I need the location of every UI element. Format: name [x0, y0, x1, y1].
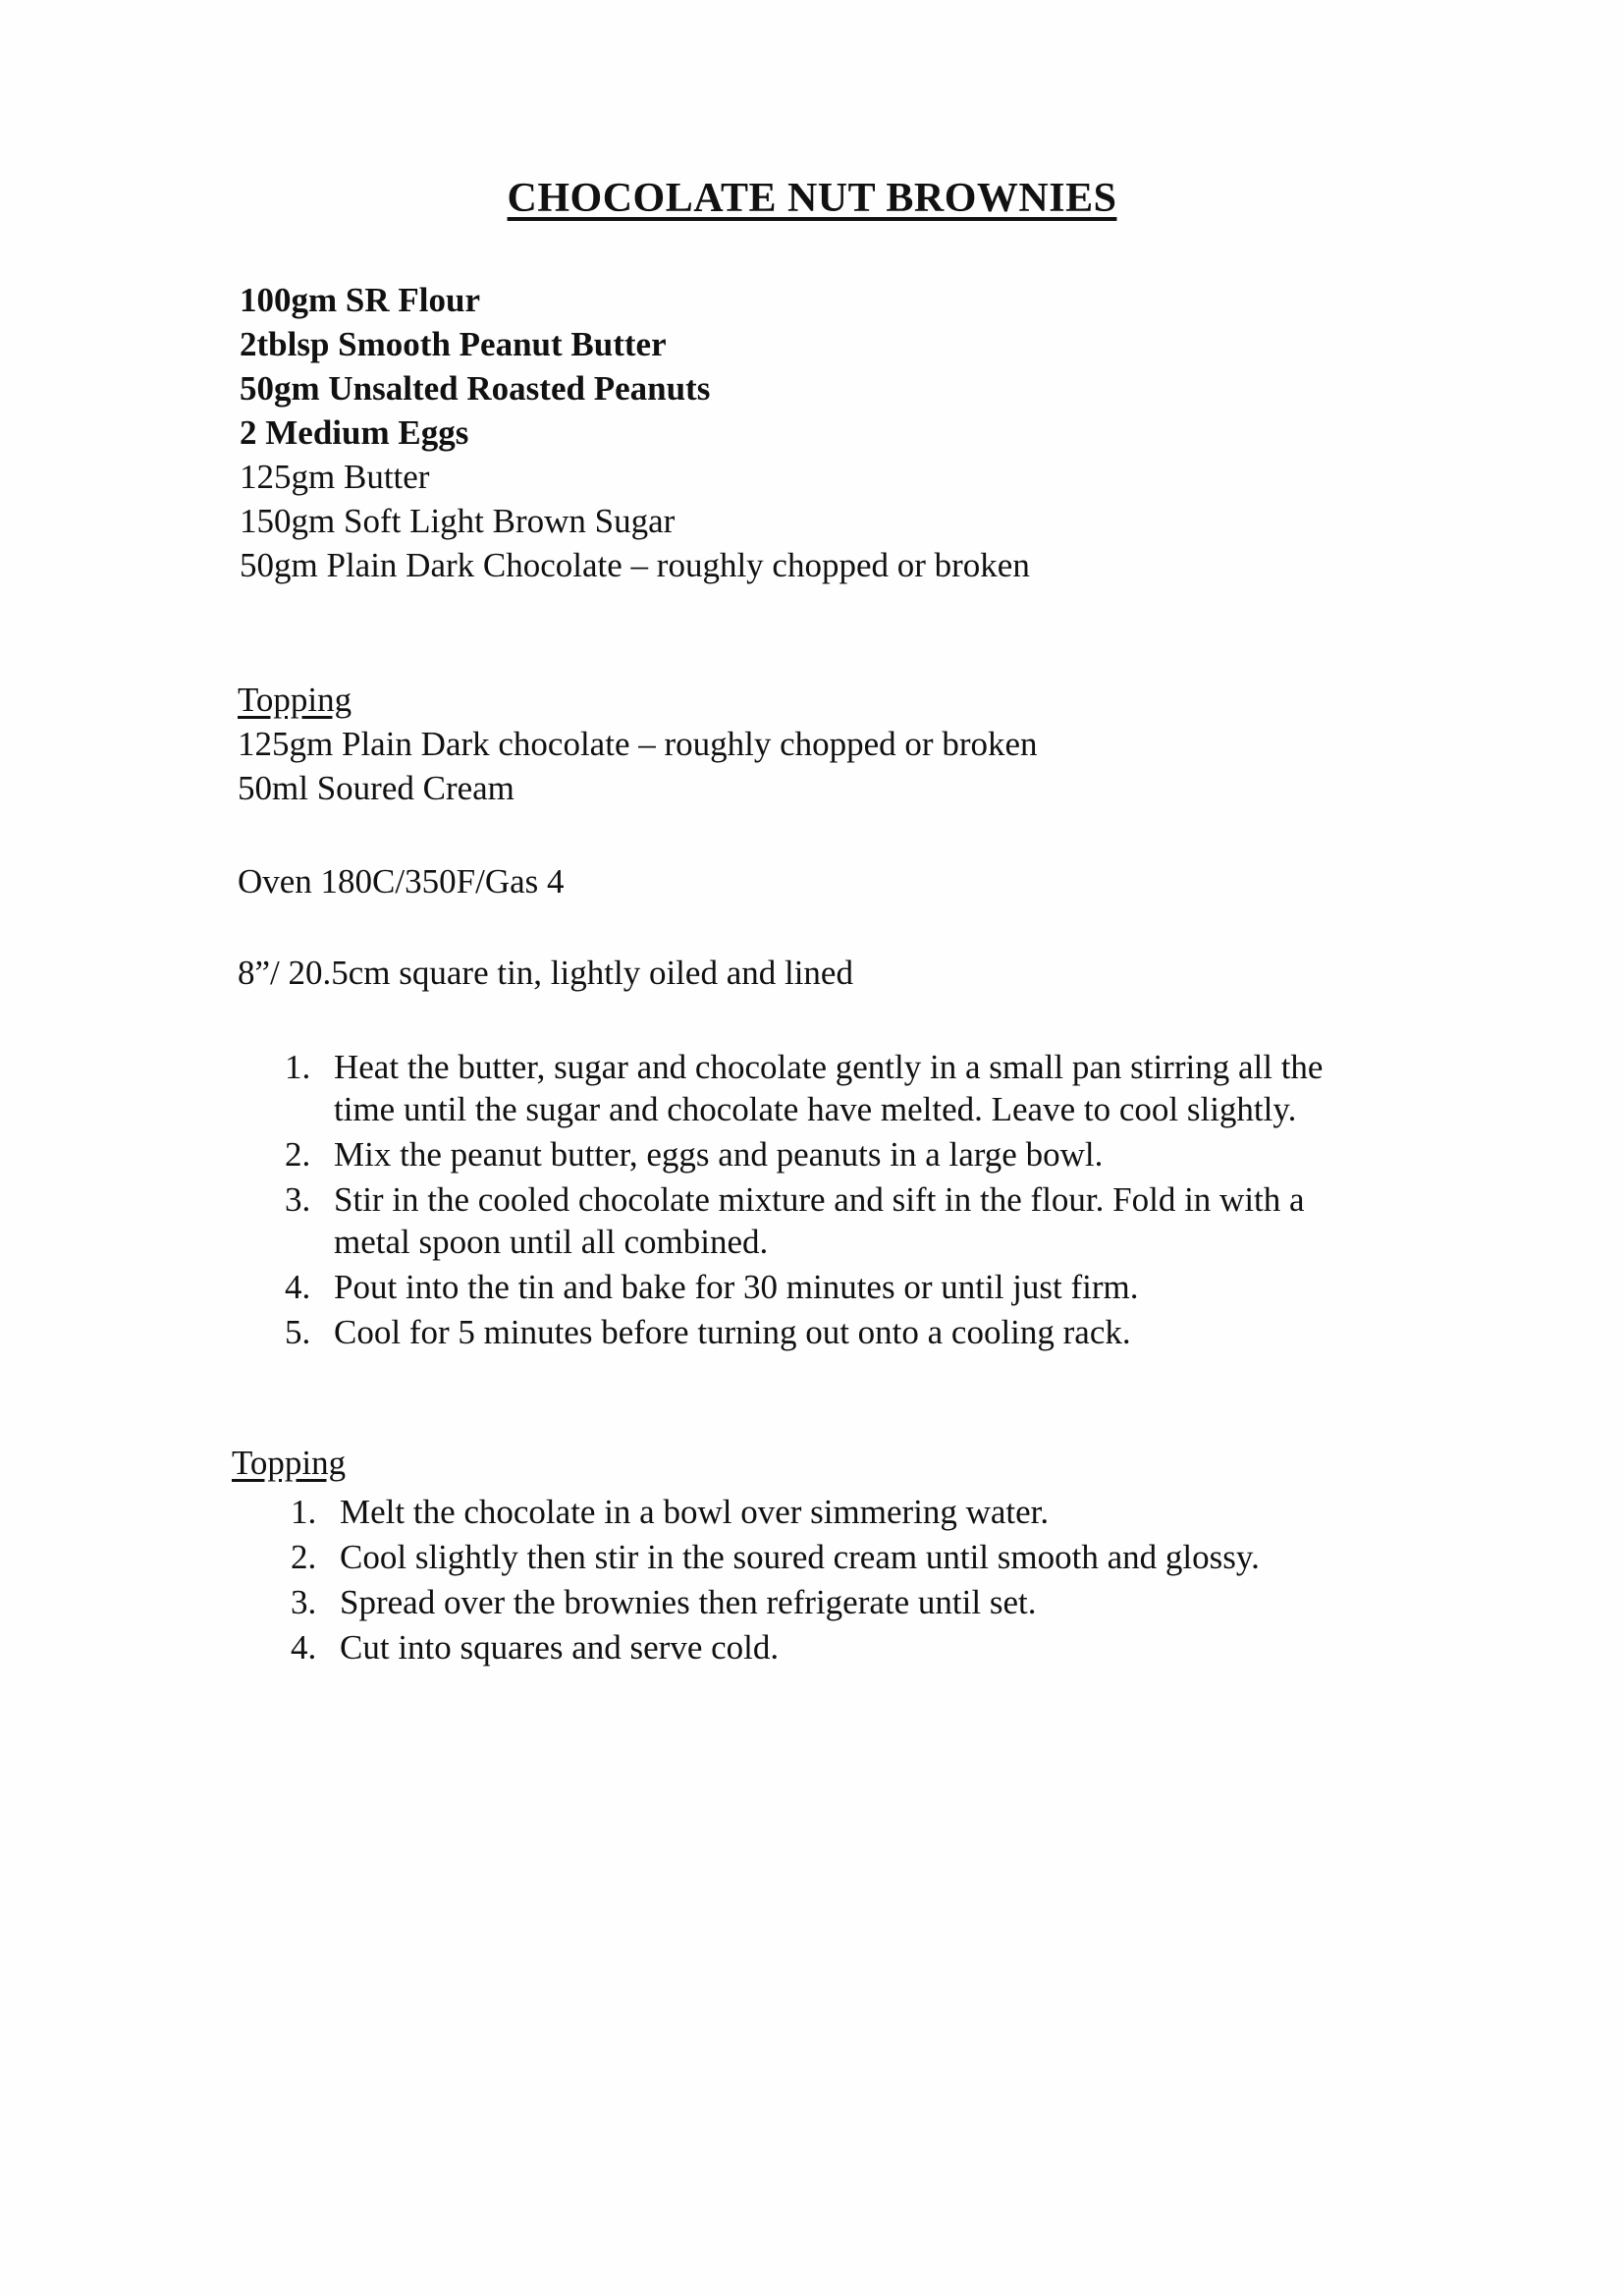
method-step: [285, 1133, 1365, 1175]
topping-step: [291, 1536, 1469, 1578]
topping-ingredients-heading: Topping: [238, 681, 352, 719]
step-text: Cool for 5 minutes before turning out onto a cooling rack.: [334, 1313, 1131, 1351]
oven-temperature: [238, 859, 1514, 903]
ingredient-item: 125gm Butter: [240, 458, 430, 496]
step-number: 3.: [285, 1180, 311, 1219]
ingredient-item: 150gm Soft Light Brown Sugar: [240, 502, 676, 540]
step-text: Stir in the cooled chocolate mixture and sift in the flour. Fold in with a metal spoon until all combined.: [334, 1180, 1305, 1261]
ingredients-plain-list: [240, 455, 1516, 587]
ingredient-item: 50gm Plain Dark Chocolate – roughly chopped or broken: [240, 546, 1030, 584]
ingredient-item: 50ml Soured Cream: [238, 769, 514, 807]
topping-method-heading: Topping: [232, 1444, 347, 1482]
page-title: CHOCOLATE NUT BROWNIES: [507, 176, 1117, 221]
ingredient-item: 2 Medium Eggs: [240, 413, 469, 452]
ingredient-item: 2tblsp Smooth Peanut Butter: [240, 325, 667, 363]
topping-steps: [291, 1491, 1469, 1671]
ingredients-bold-list: [240, 278, 1516, 455]
step-number: 1.: [285, 1048, 311, 1086]
oven-text: Oven 180C/350F/Gas 4: [238, 862, 565, 901]
method-step: [285, 1266, 1365, 1308]
step-text: Melt the chocolate in a bowl over simmering water.: [340, 1493, 1050, 1531]
ingredient-item: 100gm SR Flour: [240, 281, 480, 319]
step-number: 4.: [291, 1628, 317, 1667]
step-text: Spread over the brownies then refrigerate until set.: [340, 1583, 1037, 1621]
step-text: Pout into the tin and bake for 30 minutes or until just firm.: [334, 1268, 1139, 1306]
topping-step: [291, 1491, 1469, 1533]
step-text: Heat the butter, sugar and chocolate gently in a small pan stirring all the time until the sugar and chocolate have melted. Leave to cool slightly.: [334, 1048, 1324, 1128]
step-number: 2.: [291, 1538, 317, 1576]
step-number: 3.: [291, 1583, 317, 1621]
step-number: 2.: [285, 1135, 311, 1174]
step-text: Cut into squares and serve cold.: [340, 1628, 780, 1667]
method-step: [285, 1311, 1365, 1353]
step-text: Mix the peanut butter, eggs and peanuts in a large bowl.: [334, 1135, 1104, 1174]
tin-text: 8”/ 20.5cm square tin, lightly oiled and lined: [238, 954, 853, 992]
method-step: [285, 1046, 1365, 1130]
step-number: 5.: [285, 1313, 311, 1351]
ingredient-item: 50gm Unsalted Roasted Peanuts: [240, 369, 711, 408]
method-step: [285, 1178, 1365, 1263]
topping-step: [291, 1626, 1469, 1668]
topping-step: [291, 1581, 1469, 1623]
topping-ingredients: [238, 678, 1514, 810]
tin-size: [238, 951, 1514, 995]
step-text: Cool slightly then stir in the soured cream until smooth and glossy.: [340, 1538, 1260, 1576]
step-number: 1.: [291, 1493, 317, 1531]
step-number: 4.: [285, 1268, 311, 1306]
method-steps: [285, 1046, 1365, 1356]
ingredient-item: 125gm Plain Dark chocolate – roughly chopped or broken: [238, 725, 1038, 763]
